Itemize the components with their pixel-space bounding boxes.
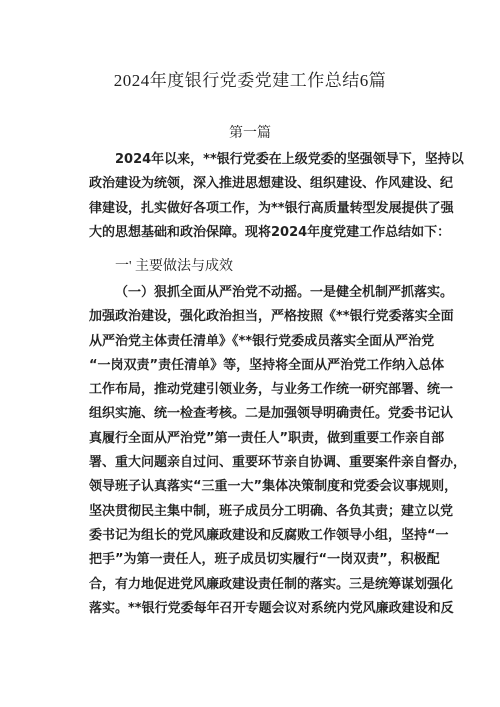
body-line: 委书记为组长的党风廉政建设和反腐败工作领导小组，坚持“一	[89, 527, 449, 543]
intro-line: 大的思想基础和政治保障。现将2024年度党建工作总结如下：	[89, 224, 451, 240]
body-line: 把手”为第一责任人，班子成员切实履行“一岗双责”，积极配	[89, 552, 440, 568]
intro-line: 2024年以来，**银行党委在上级党委的坚强领导下，坚持以	[115, 152, 464, 167]
intro-paragraph	[89, 148, 464, 245]
body-paragraph	[89, 281, 467, 621]
body-line: 坚决贯彻民主集中制，班子成员分工明确、各负其责；建立以党	[89, 503, 454, 519]
section-heading: 一' 主要做法与成效	[115, 259, 234, 274]
body-line: 领导班子认真落实“三重一大”集体决策制度和党委会议事规则，	[89, 479, 458, 495]
body-line: 组织实施、统一检查考核。二是加强领导明确责任。党委书记认	[89, 406, 454, 422]
body-line: （一）狠抓全面从严治党不动摇。一是健全机制严抓落实。	[115, 285, 454, 300]
body-line: 落实。**银行党委每年召开专题会议对系统内党风廉政建设和反	[89, 600, 454, 616]
part-heading: 第一篇	[229, 126, 271, 141]
body-line: “一岗双责”责任清单》等，坚持将全面从严治党工作纳入总体	[89, 357, 445, 373]
body-line: 合，有力地促进党风廉政建设责任制的落实。三是统筹谋划强化	[89, 576, 454, 592]
body-line: 加强政治建设，强化政治担当，严格按照《**银行党委落实全面	[89, 309, 454, 325]
body-line: 署、重大问题亲自过问、重要环节亲自协调、重要案件亲自督办，	[89, 455, 467, 471]
intro-line: 政治建设为统领，深入推进思想建设、组织建设、作风建设、纪	[89, 176, 454, 192]
body-line: 从严治党主体责任清单》《**银行党委成员落实全面从严治党	[89, 333, 435, 349]
document-title: 2024年度银行党委党建工作总结6篇	[113, 71, 387, 90]
body-line: 工作布局，推动党建引领业务，与业务工作统一研究部署、统一	[89, 382, 454, 398]
body-line: 真履行全面从严治党”第一责任人”职责，做到重要工作亲自部	[89, 430, 445, 446]
intro-line: 律建设，扎实做好各项工作，为**银行高质量转型发展提供了强	[89, 200, 454, 216]
